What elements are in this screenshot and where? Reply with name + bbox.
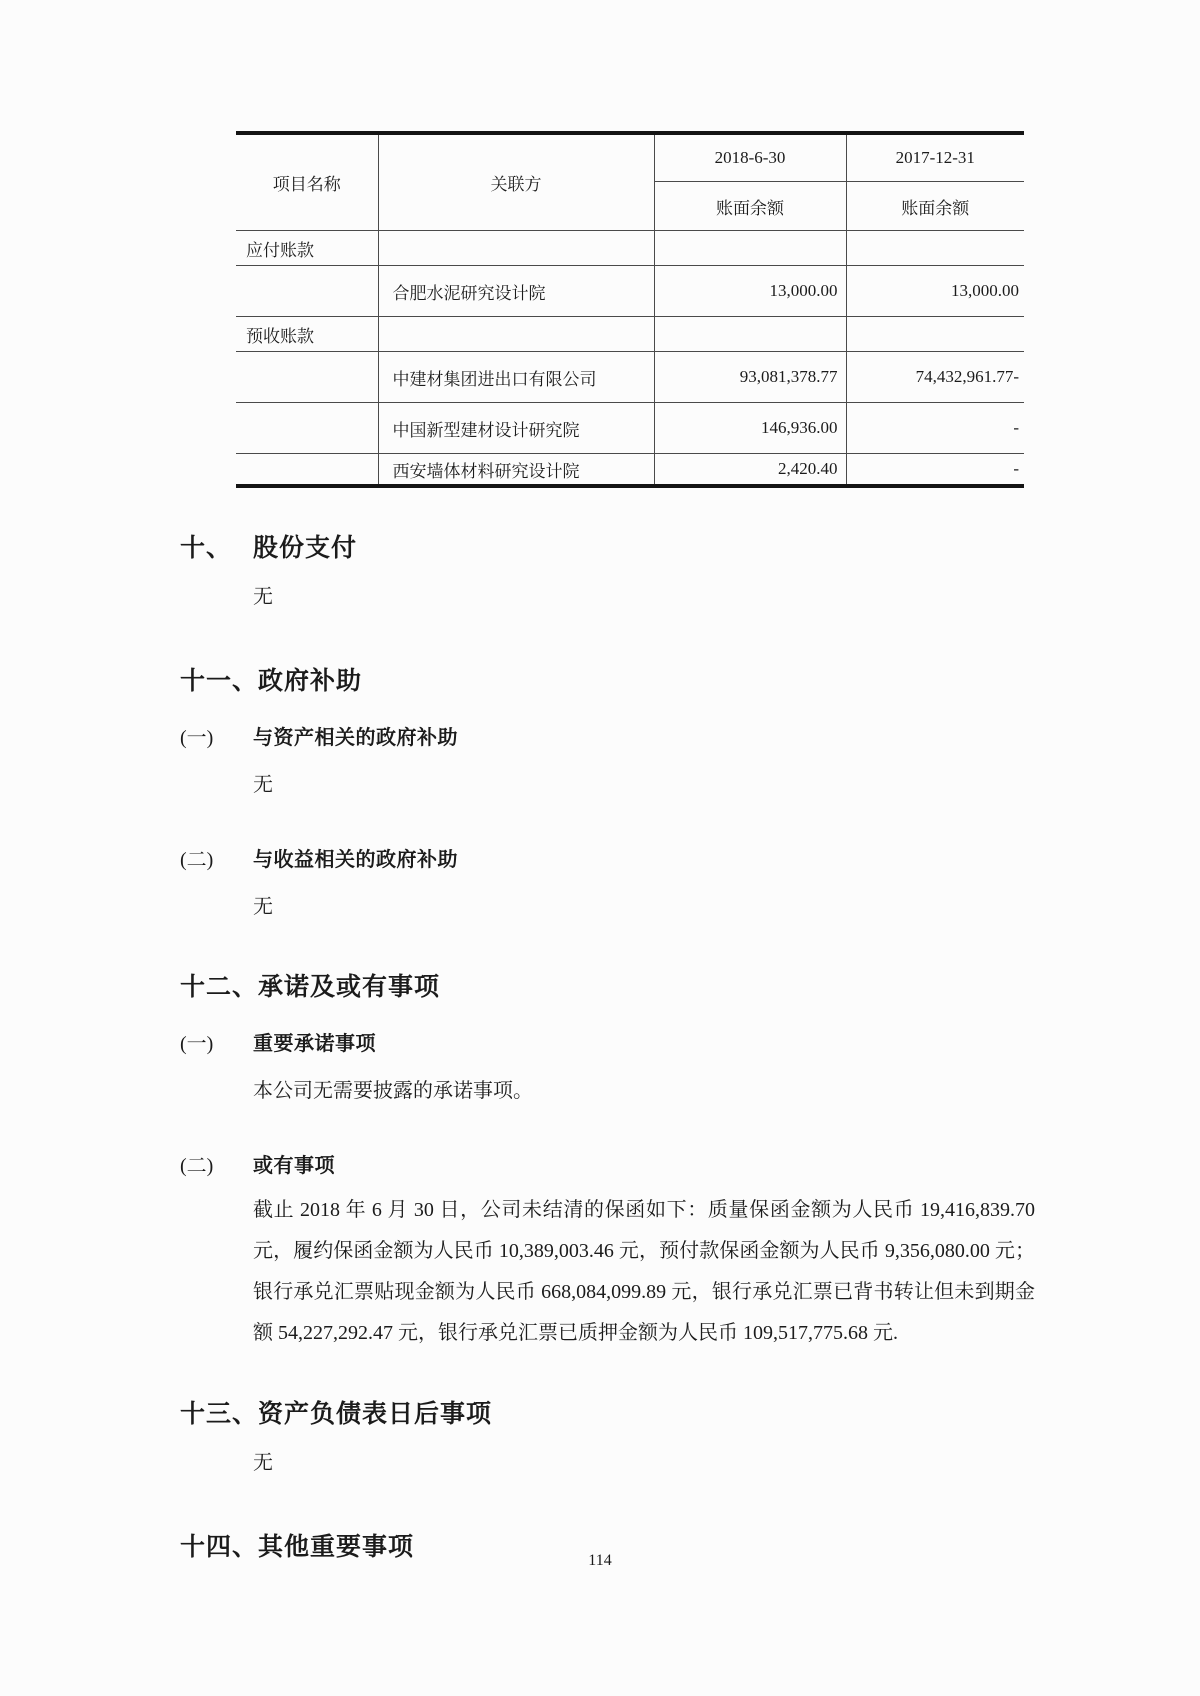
cell-balance-2018 (654, 231, 846, 266)
subsection-body-none: 无 (253, 896, 273, 918)
cell-item (236, 454, 378, 487)
cell-balance-2017 (846, 317, 1024, 352)
cell-balance-2017: 13,000.00 (846, 266, 1024, 317)
related-party-table (236, 131, 1024, 488)
section-title: 政府补助 (258, 667, 363, 695)
cell-party: 中国新型建材设计研究院 (378, 403, 654, 454)
cell-balance-2018: 93,081,378.77 (654, 352, 846, 403)
cell-item (236, 266, 378, 317)
subsection-title: 重要承诺事项 (253, 1033, 376, 1055)
subsection-title: 与收益相关的政府补助 (253, 849, 458, 871)
subsection-heading-asset-grants (180, 721, 1035, 750)
col-header-date-2018: 2018-6-30 (654, 133, 846, 182)
section-heading-commitments-contingencies (180, 967, 1035, 1003)
table-row (236, 231, 1024, 266)
subsection-heading-important-commitments (180, 1027, 1035, 1056)
page-number: 114 (588, 1552, 612, 1569)
subsection-number: (二) (180, 849, 214, 871)
cell-item (236, 352, 378, 403)
subsection-number: (一) (180, 1033, 214, 1055)
section-title: 承诺及或有事项 (258, 973, 441, 1001)
cell-balance-2017: - (846, 403, 1024, 454)
section-title: 股份支付 (253, 534, 358, 562)
section-title: 资产负债表日后事项 (258, 1400, 493, 1428)
cell-balance-2018: 2,420.40 (654, 454, 846, 487)
cell-balance-2017: 74,432,961.77- (846, 352, 1024, 403)
section-number: 十四、 (180, 1533, 259, 1561)
section-number: 十三、 (180, 1400, 259, 1428)
cell-balance-2018: 13,000.00 (654, 266, 846, 317)
subsection-body-none: 无 (253, 774, 273, 796)
section-heading-post-balance-sheet-events (180, 1394, 1035, 1430)
col-header-related-party: 关联方 (378, 133, 654, 231)
subsection-title: 或有事项 (253, 1155, 335, 1177)
table-row (236, 317, 1024, 352)
subsection-title: 与资产相关的政府补助 (253, 727, 458, 749)
cell-balance-2017: - (846, 454, 1024, 487)
table-row (236, 266, 1024, 317)
section-number: 十二、 (180, 973, 259, 1001)
section-number: 十、 (180, 534, 233, 562)
section-body-none: 无 (253, 1452, 273, 1474)
cell-item: 预收账款 (236, 317, 378, 352)
cell-party: 合肥水泥研究设计院 (378, 266, 654, 317)
table-row (236, 352, 1024, 403)
section-title: 其他重要事项 (258, 1533, 415, 1561)
subsection-number: (一) (180, 727, 214, 749)
cell-balance-2018 (654, 317, 846, 352)
subsection-heading-contingencies (180, 1149, 1035, 1178)
cell-party: 中建材集团进出口有限公司 (378, 352, 654, 403)
col-header-item-name: 项目名称 (236, 133, 378, 231)
cell-item: 应付账款 (236, 231, 378, 266)
section-number: 十一、 (180, 667, 259, 695)
subsection-number: (二) (180, 1155, 214, 1177)
col-header-balance-2017: 账面余额 (846, 182, 1024, 231)
cell-item (236, 403, 378, 454)
section-body-none: 无 (253, 586, 273, 608)
subsection-heading-income-grants (180, 843, 1035, 872)
contingencies-paragraph: 截止 2018 年 6 月 30 日，公司未结清的保函如下：质量保函金额为人民币 19,416,839.70 元，履约保函金额为人民币 10,389,003.46 元，预付款保函金额为人民币 9,356,080.00 元；银行承兑汇票贴现金额为人民币 668,084,099.89 元，银行承兑汇票已背书转让但未到期金额 54,227,292.47 元，银行承兑汇票已质押金额为人民币 109,517,775.68 元. (253, 1199, 1035, 1344)
subsection-body-commitments: 本公司无需要披露的承诺事项。 (253, 1080, 533, 1102)
cell-balance-2017 (846, 231, 1024, 266)
col-header-balance-2018: 账面余额 (654, 182, 846, 231)
cell-balance-2018: 146,936.00 (654, 403, 846, 454)
section-heading-share-payment (180, 528, 1035, 564)
table-header-row-dates (236, 133, 1024, 182)
table-row (236, 403, 1024, 454)
col-header-date-2017: 2017-12-31 (846, 133, 1024, 182)
cell-party (378, 317, 654, 352)
cell-party: 西安墙体材料研究设计院 (378, 454, 654, 487)
cell-party (378, 231, 654, 266)
table-row (236, 454, 1024, 487)
section-heading-government-grants (180, 661, 1035, 697)
